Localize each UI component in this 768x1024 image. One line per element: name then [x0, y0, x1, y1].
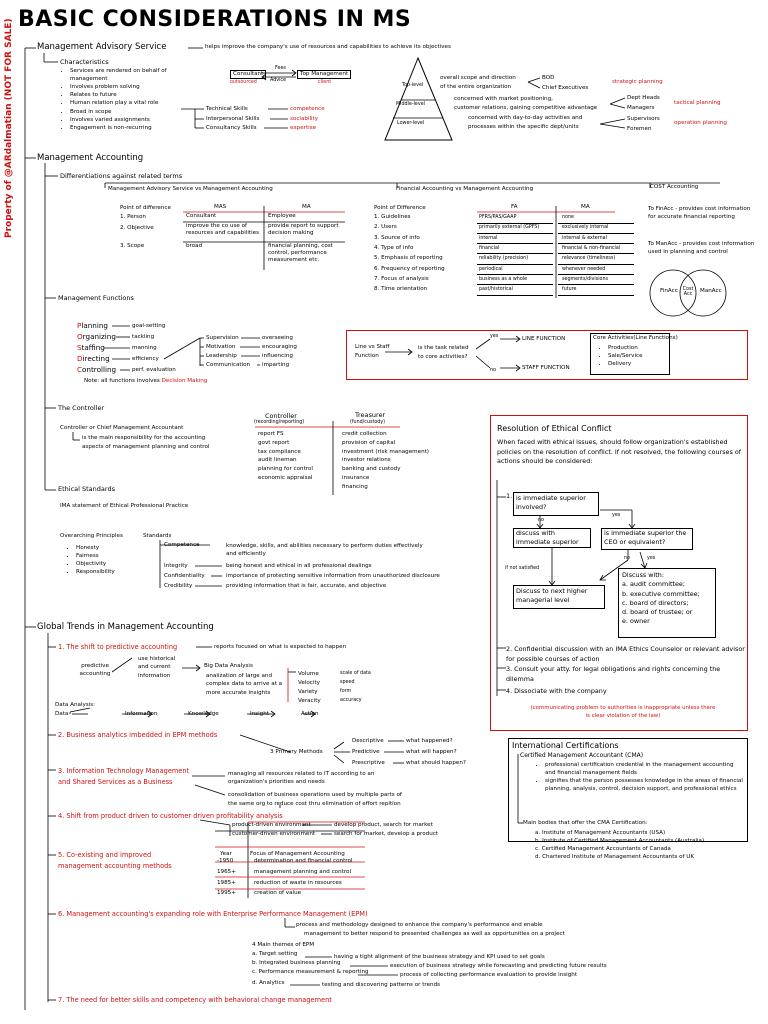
table-header: Point of difference — [120, 205, 171, 211]
managers-label: Managers — [627, 105, 655, 111]
conflict-note: (communicating problem to authorities is inappropriate unless there is clear violation of the law) — [530, 705, 716, 720]
strategic-planning: strategic planning — [612, 79, 663, 85]
line-staff-question: is the task related — [418, 345, 469, 351]
skill-label: Consultancy Skills — [206, 125, 257, 131]
predictive-accounting: predictive accounting — [79, 663, 111, 678]
discuss-option: d. board of trustee; or — [622, 608, 693, 617]
q1-text: is immediate superior involved? — [516, 494, 586, 512]
function-desc: efficiency — [132, 355, 159, 362]
property-watermark: Property of @ARdalmatian (NOT FOR SALE) — [4, 18, 14, 238]
line-staff-question: to core activities? — [418, 354, 468, 360]
body-item: d. Chartered Institute of Management Accountants of UK — [535, 854, 695, 861]
table-cell: 8. Time orientation — [374, 286, 428, 293]
method-label: Descriptive — [352, 738, 384, 744]
standard-label: Integrity — [164, 563, 188, 569]
skill-value: sociability — [290, 116, 319, 122]
core-activities-title: Core Activities(Line Functions) — [593, 335, 678, 341]
trend-7: 7. The need for better skills and competency with behavioral change management — [58, 996, 332, 1004]
trends-heading: Global Trends in Management Accounting — [37, 622, 214, 632]
table-cell: past/historical — [479, 287, 513, 293]
characteristics-list — [60, 67, 185, 132]
table-rule — [558, 253, 634, 254]
step-1-number: 1. — [506, 492, 513, 500]
mas-vs-ma-title: Management Advisory Service vs Management Accounting — [108, 186, 273, 192]
controller-col: Controller — [265, 412, 297, 420]
trend-4-cust-desc: search for market, develop a product — [334, 831, 439, 837]
table-cell: financial & non-financial — [562, 245, 621, 251]
discuss-with-title: Discuss with: — [622, 571, 664, 579]
directing-desc: influencing — [262, 353, 293, 359]
core-item: • Production — [608, 344, 643, 352]
controller-item: tax compliance — [258, 448, 301, 455]
treasurer-item: financing — [342, 483, 368, 490]
characteristic-item: • Services are rendered on behalf of management — [70, 67, 185, 83]
table-cell: 5. Emphasis of reporting — [374, 255, 443, 262]
table-cell: 1. Person — [120, 214, 146, 220]
ima-statement: IMA statement of Ethical Professional Practice — [60, 503, 189, 509]
epm-theme: b. Integrated business planning — [252, 960, 341, 966]
trend-4-cust: customer-driven environment — [232, 831, 316, 837]
venn-finacc: FinAcc — [660, 288, 678, 294]
controller-item: planning for control — [258, 466, 313, 473]
three-methods: 3 Primary Methods — [270, 749, 323, 755]
t5-header: Year — [220, 851, 232, 857]
conflict-intro: When faced with ethical issues, should follow organization's established policies on the resolution of conflict. If not resolved, the following courses of actions should be considered: — [497, 438, 742, 466]
table-rule — [558, 264, 634, 265]
characteristic-item: • Broad in scope — [70, 108, 185, 116]
table-rule — [477, 223, 553, 224]
core-item: • Sale/Service — [608, 352, 643, 360]
standard-desc: importance of protecting sensitive information from unauthorized disclosure — [226, 573, 440, 579]
cma-points — [535, 761, 745, 793]
q1-no: no — [538, 518, 544, 523]
table-cell: internal — [479, 235, 498, 241]
trend-3-it: managing all resources related to IT according to an organization's priorities and needs — [228, 771, 375, 786]
directing-sub: Leadership — [206, 353, 237, 359]
characteristic-item: • Involves problem solving — [70, 83, 185, 91]
standard-desc: providing information that is fair, accurate, and objective — [226, 583, 387, 589]
characteristic-item: • Involves varied assignments — [70, 116, 185, 124]
trend-5: 5. Co-existing and improved — [58, 851, 152, 859]
da-step: Action — [301, 711, 319, 717]
skill-label: Technical Skills — [206, 106, 248, 112]
discuss-with-list — [622, 571, 700, 627]
da-step: Information — [125, 711, 158, 717]
q2-no: no — [624, 556, 630, 561]
function-item: Directing — [77, 354, 110, 363]
yes-label: yes — [490, 334, 499, 339]
v-desc: speed — [340, 680, 355, 685]
table-cell: periodical — [479, 266, 503, 272]
skill-value: expertise — [290, 125, 317, 131]
table-cell: internal & external — [562, 235, 607, 241]
controller-item: economic appraisal — [258, 475, 313, 481]
table-cell: Employee — [268, 213, 296, 219]
principle-item: • Fairness — [76, 552, 115, 560]
top-management-box: Top Management — [297, 70, 351, 79]
lower-level-desc: processes within the specific dept/units — [468, 124, 579, 130]
principles-list — [66, 544, 115, 576]
q1-yes: yes — [612, 513, 621, 518]
treasurer-item: credit collection — [342, 431, 387, 437]
function-item: Organizing — [77, 332, 116, 341]
core-activities-list — [598, 344, 643, 368]
outsourced-label: outsourced — [230, 80, 257, 85]
cma-point: • signifies that the person possesses knowledge in the areas of financial planning, analysis, control, decision support, and professional ethics — [545, 777, 745, 793]
trend-4-prod-desc: develop product, search for market — [334, 822, 433, 828]
line-staff-label: Line vs Staff — [355, 344, 390, 350]
controller-desc: aspects of management planning and control — [82, 444, 210, 450]
trend-2: 2. Business analytics imbedded in EPM methods — [58, 731, 218, 739]
table-cell: broad — [186, 243, 203, 249]
table-cell: exclusively internal — [562, 225, 609, 231]
standard-desc: being honest and ethical in all professional dealings — [226, 563, 372, 569]
cma-point: • professional certification credential in the management accounting and financial management fields — [545, 761, 745, 777]
line-staff-label: Function — [355, 353, 379, 359]
t5-year: 1965+ — [217, 869, 236, 875]
overarching-label: Overarching Principles — [60, 533, 123, 539]
controller-item: audit lineman — [258, 457, 297, 464]
da-step: Insight — [250, 711, 269, 717]
function-item: Staffing — [77, 343, 105, 352]
table-cell: 1. Guidelines — [374, 214, 411, 220]
trend-3-ss: consolidation of business operations used by multiple parts of — [228, 792, 402, 798]
treasurer-item: insurance — [342, 475, 370, 481]
t5-focus: management planning and control — [254, 869, 351, 875]
treasurer-item: banking and custody — [342, 466, 401, 473]
function-desc: manning — [132, 344, 157, 351]
characteristic-item: • Engagement is non-recurring — [70, 124, 185, 132]
data-analysis-label: Data Analysis: — [55, 702, 96, 708]
table-rule — [558, 243, 634, 244]
table-header: MA — [302, 204, 311, 210]
pyramid-lower-level: Lower-level — [397, 121, 425, 126]
cma-label: Certified Management Accountant (CMA) — [520, 752, 644, 759]
table-rule — [477, 295, 553, 296]
table-cell: 4. Type of info — [374, 244, 414, 251]
advice-label: Advice — [270, 78, 287, 83]
bod-label: BOD — [542, 75, 555, 81]
table-rule — [477, 284, 553, 285]
method-label: Predictive — [352, 749, 380, 755]
table-cell: 2. Users — [374, 224, 397, 231]
table-cell: 7. Focus of analysis — [374, 275, 429, 282]
next-level-text: Discuss to next higher managerial level — [516, 587, 588, 605]
directing-desc: encouraging — [262, 344, 297, 350]
epm-theme: d. Analytics — [252, 980, 285, 986]
table-rule — [477, 253, 553, 254]
q2-text: is immediate superior the CEO or equivalent? — [604, 529, 687, 546]
table-cell: provide report to support decision making — [268, 223, 339, 236]
t5-focus: creation of value — [254, 890, 302, 896]
table-cell: business as a whole — [479, 276, 528, 282]
treasurer-item: investor relations — [342, 457, 391, 464]
use-historical: use historical and current information — [138, 656, 176, 679]
table-rule — [477, 243, 553, 244]
trend-4-prod: product-driven environment — [232, 822, 311, 828]
trend-1-desc: reports focused on what is expected to happen — [214, 644, 347, 650]
mas-description: helps improve the company's use of resources and capabilities to achieve its objectives — [205, 44, 451, 50]
page-title: BASIC CONSIDERATIONS IN MS — [18, 7, 412, 32]
skill-label: Interpersonal Skills — [206, 116, 260, 122]
directing-sub: Communication — [206, 362, 251, 368]
standard-desc: knowledge, skills, and abilities necessary to perform duties effectively and efficiently — [226, 543, 423, 558]
staff-function: STAFF FUNCTION — [522, 365, 570, 371]
ma-heading: Management Accounting — [37, 153, 144, 163]
top-level-desc: of the entire organization — [440, 84, 512, 90]
functions-label: Management Functions — [58, 294, 134, 302]
characteristics-label: Characteristics — [60, 58, 109, 66]
controller-item: report FS — [258, 431, 284, 437]
t5-header: Focus of Management Accounting — [250, 851, 345, 857]
bodies-list — [535, 829, 704, 861]
trend-6: 6. Management accounting's expanding role with Enterprise Performance Management (EPM) — [58, 910, 368, 918]
discuss-option: a. audit committee; — [622, 580, 685, 589]
directing-desc: overseeing — [262, 335, 293, 341]
certifications-title: International Certifications — [512, 741, 619, 750]
discuss-text: discuss with immediate superior — [516, 529, 579, 546]
principle-item: • Responsibility — [76, 568, 115, 576]
core-item: • Delivery — [608, 360, 643, 368]
venn-manacc: ManAcc — [700, 288, 722, 294]
step-3: 3. Consult your atty. for legal obligations and rights concerning the dilemma — [506, 665, 721, 683]
standard-label: Credibility — [164, 583, 193, 589]
middle-level-desc: customer relations, gaining competitive advantage — [454, 105, 598, 111]
treasurer-item: investment (risk management) — [342, 448, 429, 455]
method-q: what happened? — [406, 738, 453, 744]
t5-year: 1985+ — [217, 880, 236, 886]
trend-5: management accounting methods — [58, 862, 172, 870]
lower-level-desc: concerned with day-to-day activities and — [468, 115, 583, 121]
v-desc: scale of data — [340, 671, 371, 676]
q2-yes: yes — [647, 556, 656, 561]
v-desc: accuracy — [340, 698, 362, 703]
controller-sub: (recording/reporting) — [254, 420, 305, 425]
epm-theme-desc: testing and discovering patterns or trends — [322, 982, 441, 988]
line-function: LINE FUNCTION — [522, 336, 566, 342]
table-rule — [558, 274, 634, 275]
table-cell: segments/divisions — [562, 276, 609, 282]
treasurer-item: provision of capital — [342, 439, 396, 446]
table-rule — [477, 274, 553, 275]
t5-focus: reduction of waste in resources — [254, 880, 342, 886]
big-data-desc: analization of large and complex data to arrive at a more accurate insights — [206, 673, 283, 696]
body-item: c. Certified Management Accountants of Canada — [535, 846, 671, 853]
chief-label: Chief Executives — [542, 85, 589, 91]
middle-level-desc: concerned with market positioning, — [454, 96, 553, 102]
foremen-label: Foremen — [627, 126, 652, 132]
trend-1: 1. The shift to predictive accounting — [58, 643, 178, 651]
discuss-option: c. board of directors; — [622, 598, 689, 607]
table-rule — [477, 264, 553, 265]
tactical-planning: tactical planning — [674, 100, 721, 106]
top-level-desc: overall scope and direction — [440, 75, 516, 81]
table-rule — [558, 223, 634, 224]
treasurer-sub: (fund/custody) — [350, 420, 386, 425]
table-rule — [558, 284, 634, 285]
method-q: what will happen? — [406, 749, 457, 755]
table-cell: 3. Scope — [120, 243, 145, 249]
directing-desc: imparting — [262, 362, 290, 368]
trend-3: 3. Information Technology Management — [58, 767, 190, 775]
step-2: 2. Confidential discussion with an IMA Ethics Counselor or relevant advisor for possible courses of action — [506, 645, 745, 663]
table-rule — [558, 233, 634, 234]
method-label: Prescriptive — [352, 760, 385, 766]
epm-theme: c. Performance measurement & reporting — [252, 969, 369, 975]
bodies-label: Main bodies that offer the CMA Certification: — [523, 820, 648, 826]
controller-desc: Controller or Chief Management Accountant — [60, 425, 184, 431]
epm-theme-desc: process of collecting performance evaluation to provide insight — [400, 972, 578, 978]
controller-label: The Controller — [58, 404, 105, 412]
characteristic-item: • Human relation play a vital role — [70, 99, 185, 107]
differentiations-label: Differentiations against related terms — [60, 172, 183, 180]
cost-to-manacc: To ManAcc - provides cost information used in planning and control — [648, 241, 755, 256]
body-item: a. Institute of Management Accountants (USA) — [535, 830, 666, 836]
epm-theme-desc: execution of business strategy while forecasting and predicting future results — [390, 963, 607, 969]
directing-sub: Motivation — [206, 344, 236, 350]
function-item: Controlling — [77, 365, 117, 374]
v-label: Veracity — [298, 698, 321, 704]
function-desc: tackling — [132, 333, 155, 340]
table-cell: 3. Source of info — [374, 234, 420, 241]
trend-3-ss: the same org to reduce cost thru elimination of effort repition — [228, 801, 401, 807]
method-q: what should happen? — [406, 760, 466, 766]
trend-4: 4. Shift from product driven to customer driven profitability analysis — [58, 812, 283, 820]
pyramid-top-level: Top-level — [402, 83, 424, 88]
da-step: Data — [55, 711, 69, 717]
ethical-label: Ethical Standards — [58, 485, 115, 493]
supervisors-label: Supervisors — [627, 116, 660, 122]
discuss-option: e. owner — [622, 617, 650, 626]
table-header: FA — [511, 204, 518, 210]
client-label: client — [318, 80, 332, 85]
no-label: no — [490, 368, 496, 373]
not-satisfied: if not satisfied — [505, 566, 540, 571]
venn-cost-acc: Cost Acc — [682, 287, 694, 298]
table-cell: reliability (precision) — [479, 256, 529, 262]
trend-6-desc: management to better respond to presented challenges as well as opportunities on a project — [304, 931, 565, 937]
fa-vs-ma-title: Financial Accounting vs Management Accounting — [396, 186, 534, 192]
da-step: Knowledge — [188, 711, 219, 717]
table-header: MA — [581, 204, 590, 210]
fees-label: Fees — [275, 66, 286, 71]
epm-theme: a. Target setting — [252, 951, 298, 957]
treasurer-col: Treasurer — [355, 411, 386, 419]
controller-item: govt report — [258, 439, 290, 446]
table-cell: financial — [479, 245, 500, 251]
table-cell: 6. Frequency of reporting — [374, 265, 445, 272]
principle-item: • Honesty — [76, 544, 115, 552]
table-cell: future — [562, 287, 577, 293]
table-header: MAS — [214, 204, 227, 210]
operation-planning: operation planning — [674, 120, 727, 126]
dept-label: Dept Heads — [627, 95, 660, 101]
t5-focus: determination and financial control — [254, 858, 353, 864]
table-cell: whenever needed — [562, 266, 606, 272]
trend-3: and Shared Services as a Business — [58, 778, 173, 786]
skill-value: competence — [290, 106, 325, 112]
table-cell: financial planning, cost control, performance measurement etc. — [268, 243, 333, 263]
table-cell: primarily external (GPFS) — [479, 225, 540, 231]
cost-to-finacc: To FinAcc - provides cost information for accurate financial reporting — [648, 206, 751, 221]
table-header: Point of Difference — [374, 205, 426, 211]
table-rule — [477, 233, 553, 234]
v-label: Variety — [298, 689, 318, 695]
standards-label: Standards — [143, 533, 172, 539]
functions-note: Note: all functions involves Decision Making — [84, 378, 208, 384]
cost-accounting-title: COST Accounting — [650, 184, 699, 190]
mas-heading: Management Advisory Service — [37, 42, 167, 52]
t5-year: -1950 — [217, 858, 234, 864]
function-desc: perf. evaluation — [132, 366, 176, 373]
controller-desc: is the main responsibility for the accounting — [82, 435, 206, 441]
function-desc: goal-setting — [132, 322, 166, 329]
epm-themes-label: 4 Main themes of EPM — [252, 942, 315, 948]
characteristic-item: • Relates to future — [70, 91, 185, 99]
principle-item: • Objectivity — [76, 560, 115, 568]
v-label: Volume — [298, 671, 319, 677]
discuss-option: b. executive committee; — [622, 589, 700, 598]
v-label: Velocity — [298, 680, 320, 686]
big-data: Big Data Analysis — [204, 663, 253, 669]
pyramid-middle-level: Middle-level — [396, 102, 425, 107]
table-cell: PFRS/PAS/GAAP — [479, 215, 517, 220]
t5-year: 1995+ — [217, 890, 236, 896]
table-rule — [558, 295, 634, 296]
table-cell: none — [562, 215, 574, 220]
body-item: b. Institute of Certified Management Accountants (Australia) — [535, 838, 705, 845]
epm-theme-desc: having a tight alignment of the business strategy and KPI used to set goals — [334, 954, 545, 960]
conflict-title: Resolution of Ethical Conflict — [497, 424, 612, 433]
consultant-box: Consultant — [230, 70, 266, 79]
v-desc: form — [340, 689, 352, 694]
table-cell: Consultant — [186, 213, 217, 219]
standard-label: Confidentiality — [164, 573, 205, 579]
step-4: 4. Dissociate with the company — [506, 687, 607, 695]
standard-label: Competence — [164, 542, 200, 548]
trend-6-desc: process and methodology designed to enhance the company's performance and enable — [296, 922, 543, 928]
table-cell: improve the co use of resources and capabilities — [186, 223, 259, 236]
function-item: Planning — [77, 321, 108, 330]
table-cell: 2. Objective — [120, 225, 154, 231]
table-cell: relevance (timeliness) — [562, 256, 616, 262]
directing-sub: Supervision — [206, 335, 239, 341]
